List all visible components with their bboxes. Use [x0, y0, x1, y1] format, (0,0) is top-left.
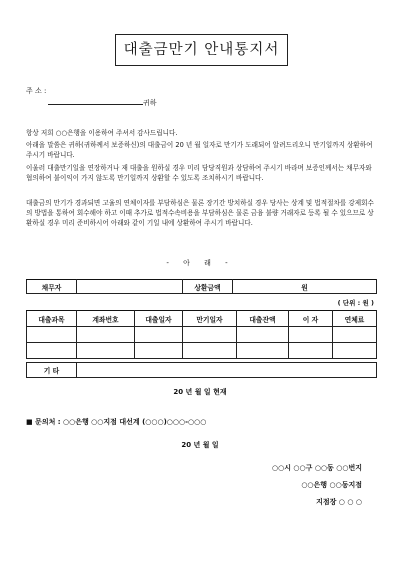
inquiry-contact: ■ 문의처 : ○○은행 ○○지점 대선계 (○○○)○○○-○○○	[26, 418, 207, 426]
paragraph-warning: 대출금의 만기가 경과되면 고율의 연체이자를 부담하심은 물론 장기간 방치하실 경우 당사는 상계 및 법적절차를 강제회수의 방법을 통하여 회수해야 하고 이때 추가로 법적수속비용을 부담하심은 물론 금융 불량 거래자로 등록 될 수 있으므로 상환하실 경우 미리 준비하시어 아래와 같이 기일 내에 상환하여 주시기 바랍니다.	[26, 199, 374, 228]
col-interest: 이 자	[289, 311, 333, 327]
col-loan-balance: 대출잔액	[237, 311, 289, 327]
repayment-label: 상환금액	[183, 280, 233, 294]
paragraph-extension: 이울러 대출만기일을 연장하거나 재 대출을 원하실 경우 미리 담당직원과 상담하여 주시기 바라며 보증인께서는 채무자와 협의하여 불이익이 가지 않도록 만기일까지 상환할 수 있도록 조치하시기 바랍니다.	[26, 164, 372, 183]
table-row	[27, 343, 377, 359]
current-date: 20 년 월 일 현재	[173, 388, 227, 396]
section-marker: - 아 래 -	[166, 259, 234, 267]
issue-date: 20 년 월 일	[181, 441, 219, 449]
recipient-suffix: 귀하	[143, 99, 157, 107]
issuer-head: 지점장 ○ ○ ○	[316, 498, 362, 506]
col-late-fee: 연체료	[333, 311, 377, 327]
other-table	[26, 362, 377, 378]
unit-note: ( 단위 : 원 )	[337, 299, 374, 307]
col-account-number: 계좌번호	[77, 311, 135, 327]
col-loan-date: 대출일자	[135, 311, 183, 327]
document-title: 대출금만기 안내통지서	[115, 34, 288, 66]
loan-details-table	[26, 310, 377, 359]
debtor-table	[26, 279, 377, 294]
col-maturity-date: 만기일자	[183, 311, 237, 327]
debtor-label: 채무자	[27, 280, 77, 294]
recipient-name-line	[48, 104, 143, 105]
col-loan-type: 대출과목	[27, 311, 77, 327]
issuer-branch: ○○은행 ○○동지점	[301, 481, 362, 489]
table-row	[27, 327, 377, 343]
paragraph-greeting: 항상 저희 ○○은행을 이용하여 주셔서 감사드립니다.	[26, 129, 178, 137]
address-label: 주 소 :	[26, 87, 47, 95]
issuer-address: ○○시 ○○구 ○○동 ○○번지	[272, 464, 362, 472]
repayment-won: 원	[233, 280, 377, 294]
debtor-value	[77, 280, 183, 294]
paragraph-maturity: 아래을 말씀은 귀하(귀하께서 보증하신)의 대출금이 20 년 월 일자로 만기가 도래되어 알려드리오니 만기일까지 상환하여 주시기 바랍니다.	[26, 141, 373, 160]
other-value	[77, 363, 377, 378]
other-label: 기 타	[27, 363, 77, 378]
